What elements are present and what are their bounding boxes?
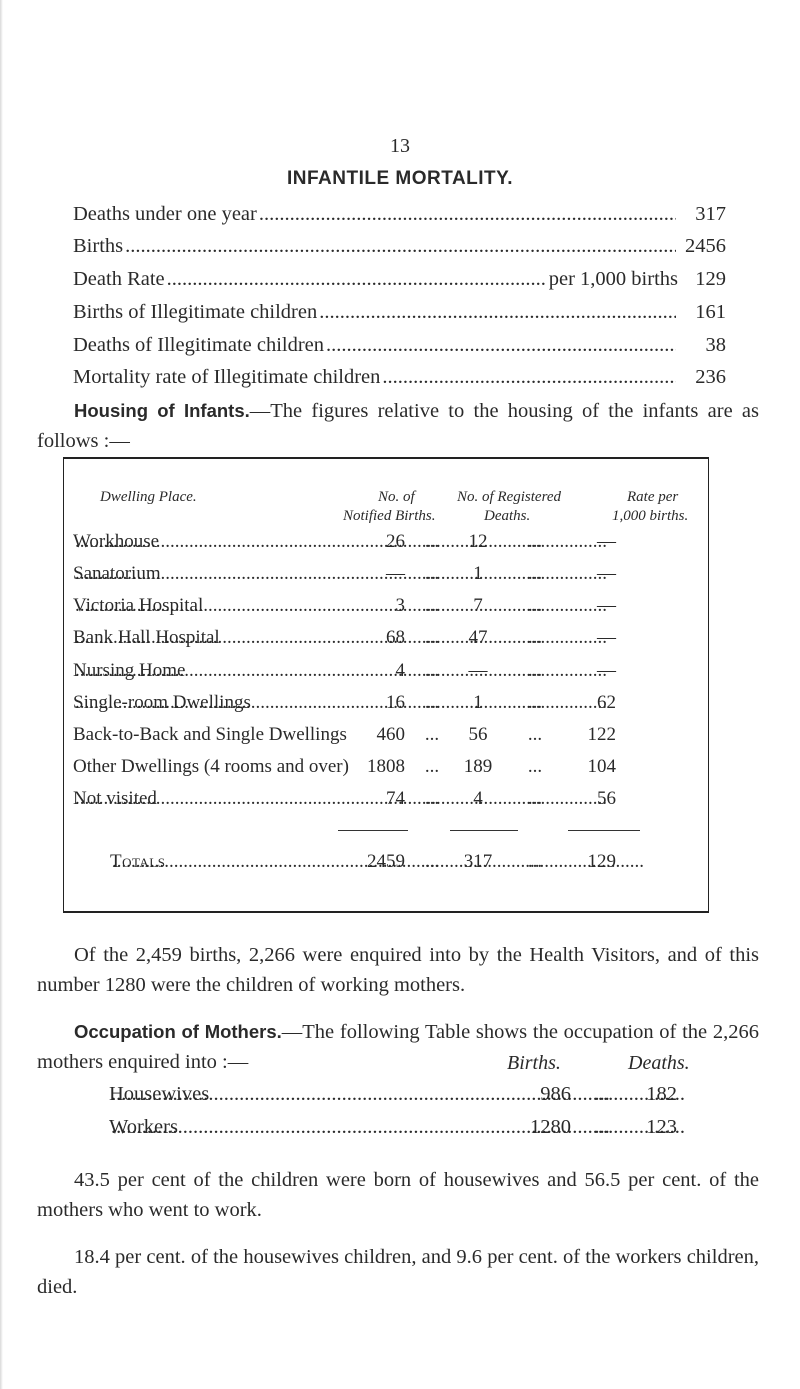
row-deaths: 56 <box>468 724 488 745</box>
row-separator: ... <box>424 660 440 681</box>
row-rate: — <box>597 595 616 616</box>
enquiry-text: Of the 2,459 births, 2,266 were enquired into by the Health Visitors, and of this number 1280 were the children of working mothers. <box>37 944 759 996</box>
dot-leader <box>326 334 676 357</box>
col-head-deaths-sub: Deaths. <box>484 508 531 524</box>
row-separator: ... <box>594 1116 610 1138</box>
row-place: Sanatorium <box>73 563 161 584</box>
totals-rule-deaths <box>450 830 518 831</box>
row-deaths: 47 <box>468 627 488 648</box>
row-separator: ... <box>527 595 543 616</box>
row-rate: 62 <box>597 692 616 713</box>
row-separator: ... <box>594 1083 610 1105</box>
percent-paragraph-2 <box>37 1242 759 1302</box>
table-row <box>73 627 713 653</box>
row-rate: — <box>597 563 616 584</box>
row-separator: ... <box>527 660 543 681</box>
table-row <box>73 595 713 621</box>
housing-heading: Housing of Infants. <box>74 400 250 421</box>
table-row <box>73 756 713 782</box>
col-head-births-sub: Notified Births. <box>343 508 436 524</box>
row-separator: ... <box>424 788 440 809</box>
row-births: 16 <box>386 692 405 713</box>
row-deaths: — <box>468 660 488 681</box>
col-head-place: Dwelling Place. <box>100 489 197 505</box>
dot-leader <box>259 203 676 226</box>
summary-line <box>73 235 726 261</box>
occ-births: 986 <box>540 1083 571 1105</box>
row-births: 74 <box>386 788 405 809</box>
summary-line <box>73 301 726 327</box>
row-place: Nursing Home <box>73 660 186 681</box>
row-place: Single-room Dwellings <box>73 692 251 713</box>
totals-rule-births <box>338 830 408 831</box>
row-place: Bank Hall Hospital <box>73 627 220 648</box>
col-head-births: No. of <box>378 489 415 505</box>
enquiry-paragraph <box>37 940 759 1000</box>
row-place: Back-to-Back and Single Dwellings <box>73 724 347 745</box>
summary-value: 38 <box>705 334 726 356</box>
row-rate: 122 <box>587 724 616 745</box>
row-separator: ... <box>527 531 543 552</box>
totals-rule-rate <box>568 830 640 831</box>
summary-label: Births of Illegitimate children <box>73 301 318 323</box>
totals-label: Totals <box>110 851 166 872</box>
row-births: 26 <box>386 531 405 552</box>
summary-qualifier: per 1,000 births <box>548 268 678 290</box>
summary-value: 2456 <box>685 235 726 257</box>
row-rate: — <box>597 531 616 552</box>
row-births: 1808 <box>367 756 405 777</box>
occ-label: Workers <box>109 1116 178 1138</box>
summary-value: 161 <box>695 301 726 323</box>
row-births: — <box>386 563 405 584</box>
dot-leader <box>382 366 676 389</box>
col-head-rate-sub: 1,000 births. <box>612 508 689 524</box>
summary-label: Deaths of Illegitimate children <box>73 334 325 356</box>
col-head-rate: Rate per <box>627 489 679 505</box>
table-row <box>73 563 713 589</box>
row-separator: ... <box>424 595 440 616</box>
row-deaths: 4 <box>473 788 483 809</box>
row-separator: ... <box>527 563 543 584</box>
occupation-text: —The following Table shows the occupation of the 2,266 mothers enquired into :— <box>37 1021 759 1073</box>
row-rate: 56 <box>597 788 616 809</box>
summary-label: Mortality rate of Illegitimate children <box>73 366 381 388</box>
row-separator: ... <box>527 851 543 872</box>
summary-line <box>73 203 726 229</box>
row-births: 4 <box>395 660 405 681</box>
table-row <box>73 660 713 686</box>
row-deaths: 189 <box>463 756 493 777</box>
row-deaths: 12 <box>468 531 488 552</box>
table-row <box>73 692 713 718</box>
summary-value: 317 <box>695 203 726 225</box>
occ-col-deaths: Deaths. <box>628 1052 690 1074</box>
totals-row <box>73 851 713 877</box>
occ-col-births: Births. <box>507 1052 561 1074</box>
dot-leader <box>125 235 676 258</box>
housing-paragraph <box>37 396 759 456</box>
row-rate: 104 <box>587 756 616 777</box>
section-title: INFANTILE MORTALITY. <box>286 168 514 189</box>
row-place: Victoria Hospital <box>73 595 204 616</box>
row-deaths: 1 <box>473 563 483 584</box>
summary-label: Births <box>73 235 124 257</box>
row-place: Not visited <box>73 788 157 809</box>
row-rate: — <box>597 627 616 648</box>
percent-text-2: 18.4 per cent. of the housewives children, and 9.6 per cent. of the workers children, died. <box>37 1246 759 1298</box>
row-separator: ... <box>424 627 440 648</box>
occ-births: 1280 <box>530 1116 571 1138</box>
dot-leader <box>167 268 547 291</box>
row-separator: ... <box>424 851 440 872</box>
row-separator: ... <box>527 724 543 745</box>
row-separator: ... <box>424 756 440 777</box>
row-place: Workhouse <box>73 531 160 552</box>
table-row <box>109 1083 714 1109</box>
percent-paragraph-1 <box>37 1165 759 1225</box>
row-separator: ... <box>424 692 440 713</box>
table-row <box>73 788 713 814</box>
row-separator: ... <box>424 724 440 745</box>
row-births: 3 <box>395 595 405 616</box>
row-separator: ... <box>527 627 543 648</box>
totals-births: 2459 <box>367 851 405 872</box>
housing-text: —The figures relative to the housing of the infants are as follows :— <box>37 400 760 452</box>
col-head-deaths: No. of Registered <box>457 489 562 505</box>
row-separator: ... <box>527 756 543 777</box>
totals-deaths: 317 <box>463 851 493 872</box>
row-rate: — <box>597 660 616 681</box>
row-separator: ... <box>527 788 543 809</box>
table-row <box>73 724 713 750</box>
percent-text-1: 43.5 per cent of the children were born of housewives and 56.5 per cent. of the mothers who went to work. <box>37 1169 759 1221</box>
row-births: 68 <box>386 627 405 648</box>
page-edge-shadow <box>0 0 3 1389</box>
row-place: Other Dwellings (4 rooms and over) <box>73 756 349 777</box>
row-separator: ... <box>527 692 543 713</box>
row-births: 460 <box>376 724 405 745</box>
summary-label: Deaths under one year <box>73 203 257 225</box>
summary-value: 236 <box>695 366 726 388</box>
summary-value: 129 <box>695 268 726 290</box>
occ-label: Housewives <box>109 1083 210 1105</box>
occ-deaths: 123 <box>646 1116 677 1138</box>
row-separator: ... <box>424 531 440 552</box>
row-deaths: 7 <box>473 595 483 616</box>
page-number: 13 <box>390 135 410 157</box>
totals-rate: 129 <box>587 851 616 872</box>
table-row <box>73 531 713 557</box>
summary-line <box>73 334 726 360</box>
summary-line <box>73 268 726 294</box>
occ-deaths: 182 <box>646 1083 677 1105</box>
occupation-heading: Occupation of Mothers. <box>74 1021 282 1042</box>
table-row <box>109 1116 714 1142</box>
summary-label: Death Rate <box>73 268 165 290</box>
row-deaths: 1 <box>473 692 483 713</box>
summary-line <box>73 366 726 392</box>
dot-leader <box>319 301 676 324</box>
row-separator: ... <box>424 563 440 584</box>
